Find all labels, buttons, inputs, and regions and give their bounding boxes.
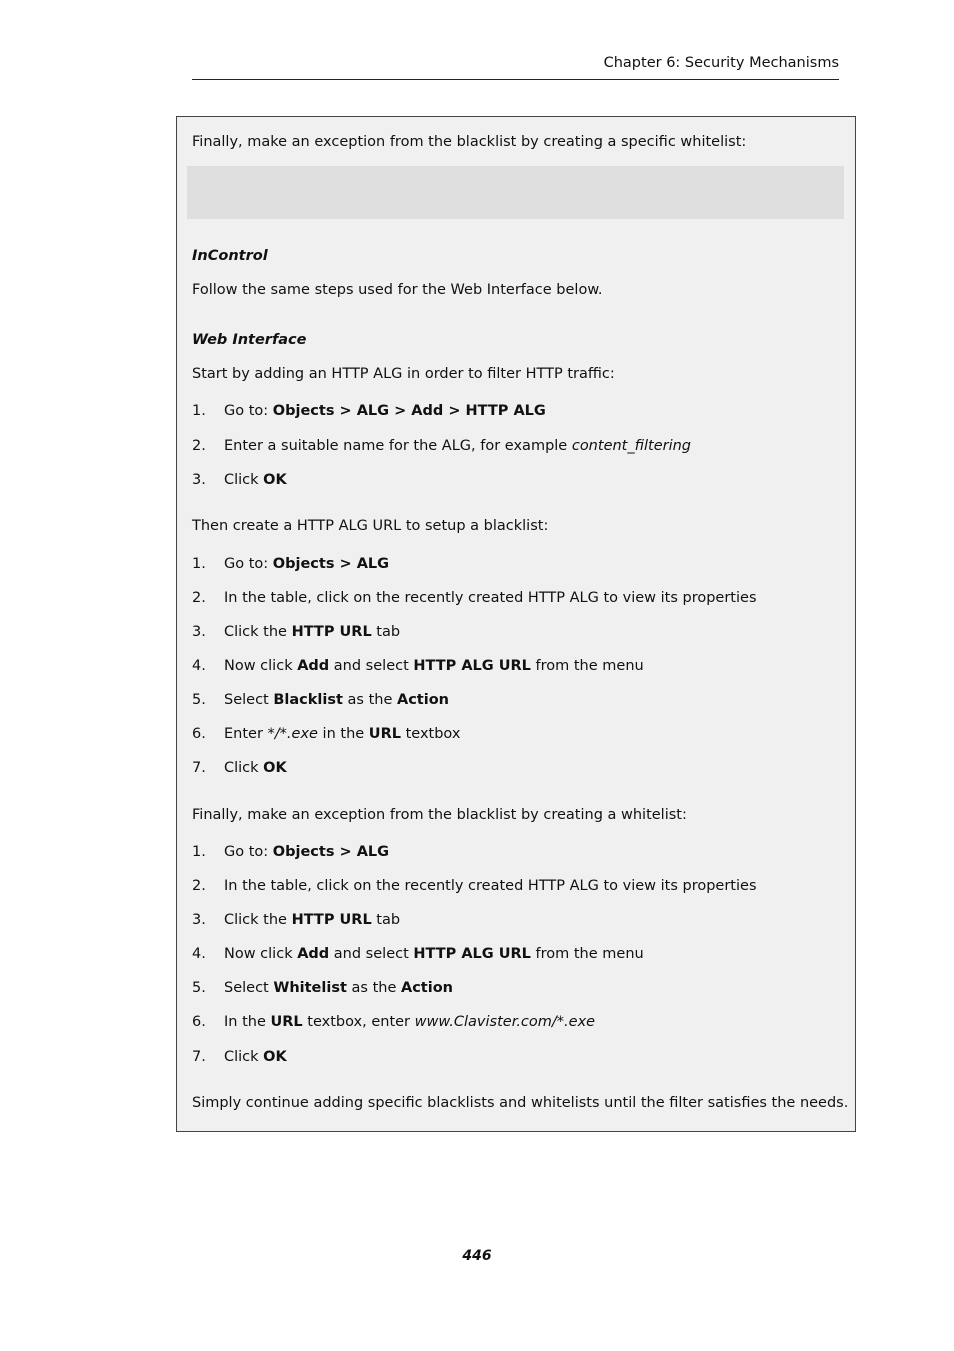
step-text-fragment: Objects > ALG xyxy=(272,556,390,572)
step-number: 1. xyxy=(192,844,206,860)
step-text-fragment: tab xyxy=(371,912,401,928)
step-text-fragment: Click xyxy=(224,760,264,776)
step-text xyxy=(224,437,691,455)
step-number: 3. xyxy=(192,624,206,640)
step-text-fragment: Click the xyxy=(224,912,292,928)
step-text-fragment: HTTP ALG URL xyxy=(413,658,531,674)
step-text xyxy=(224,843,389,861)
chapter-title: Chapter 6: Security Mechanisms xyxy=(603,55,839,71)
running-header xyxy=(192,55,839,80)
step-number: 3. xyxy=(192,472,206,488)
step-text-fragment: from the menu xyxy=(530,658,644,674)
step-text-fragment: URL xyxy=(270,1014,303,1030)
outro-text: Simply continue adding specific blacklists and whitelists until the filter satisfies the needs. xyxy=(192,1095,849,1111)
step-text-fragment: */*.exe xyxy=(267,726,318,742)
step-number: 5. xyxy=(192,692,206,708)
step-text-fragment: Blacklist xyxy=(273,692,343,708)
step-text xyxy=(224,691,449,709)
step-text-fragment: content_filtering xyxy=(571,438,691,454)
step-number: 7. xyxy=(192,760,206,776)
step-text-fragment: Click xyxy=(224,472,264,488)
step-text xyxy=(224,979,453,997)
step-text-fragment: Go to: xyxy=(224,403,273,419)
step-number: 2. xyxy=(192,878,206,894)
step-number: 6. xyxy=(192,726,206,742)
step-text xyxy=(224,945,644,963)
step-text-fragment: in the xyxy=(317,726,369,742)
step-number: 5. xyxy=(192,980,206,996)
step-text xyxy=(224,759,287,777)
step-text-fragment: Select xyxy=(224,980,274,996)
step-number: 2. xyxy=(192,438,206,454)
step-text-fragment: OK xyxy=(263,472,287,488)
step-number: 4. xyxy=(192,946,206,962)
step-text xyxy=(224,471,287,489)
step-text xyxy=(224,877,757,895)
step-number: 6. xyxy=(192,1014,206,1030)
step-number: 4. xyxy=(192,658,206,674)
step-text xyxy=(224,555,389,573)
step-text-fragment: as the xyxy=(346,980,401,996)
step-text-fragment: Enter a suitable name for the ALG, for example xyxy=(224,438,572,454)
step-text-fragment: HTTP ALG URL xyxy=(413,946,531,962)
step-text-fragment: www.Clavister.com/*.exe xyxy=(414,1014,596,1030)
step-text-fragment: Click the xyxy=(224,624,292,640)
step-text-fragment: Go to: xyxy=(224,556,273,572)
step-text-fragment: Objects > ALG > Add > HTTP ALG xyxy=(272,403,546,419)
cli-code-block xyxy=(187,166,844,219)
step-text-fragment: tab xyxy=(371,624,401,640)
step-text-fragment: Now click xyxy=(224,946,298,962)
web-intro-alg: Start by adding an HTTP ALG in order to filter HTTP traffic: xyxy=(192,366,615,382)
step-text-fragment: and select xyxy=(329,946,414,962)
step-text xyxy=(224,1048,287,1066)
step-number: 1. xyxy=(192,403,206,419)
step-text-fragment: OK xyxy=(263,1049,287,1065)
incontrol-heading: InControl xyxy=(192,248,268,264)
web-interface-heading: Web Interface xyxy=(192,332,307,348)
step-text-fragment: Select xyxy=(224,692,274,708)
step-text xyxy=(224,725,460,743)
step-text xyxy=(224,402,546,420)
step-text-fragment: URL xyxy=(368,726,401,742)
step-text-fragment: In the table, click on the recently created HTTP ALG to view its properties xyxy=(224,590,757,606)
step-text xyxy=(224,657,644,675)
step-text-fragment: Objects > ALG xyxy=(272,844,390,860)
step-text-fragment: HTTP URL xyxy=(291,912,372,928)
step-number: 2. xyxy=(192,590,206,606)
step-number: 7. xyxy=(192,1049,206,1065)
step-text-fragment: textbox, enter xyxy=(302,1014,415,1030)
step-text-fragment: Enter xyxy=(224,726,268,742)
step-text xyxy=(224,1013,595,1031)
step-text-fragment: Go to: xyxy=(224,844,273,860)
step-text-fragment: In the table, click on the recently created HTTP ALG to view its properties xyxy=(224,878,757,894)
step-text-fragment: as the xyxy=(342,692,397,708)
page-number: 446 xyxy=(462,1248,492,1264)
step-text-fragment: textbox xyxy=(400,726,461,742)
step-text-fragment: Whitelist xyxy=(273,980,347,996)
step-text-fragment: Add xyxy=(297,946,330,962)
step-text-fragment: and select xyxy=(329,658,414,674)
step-number: 1. xyxy=(192,556,206,572)
step-text-fragment: Click xyxy=(224,1049,264,1065)
step-text-fragment: Add xyxy=(297,658,330,674)
step-text-fragment: OK xyxy=(263,760,287,776)
incontrol-text: Follow the same steps used for the Web Interface below. xyxy=(192,282,603,298)
step-text-fragment: from the menu xyxy=(530,946,644,962)
web-intro-whitelist: Finally, make an exception from the blacklist by creating a whitelist: xyxy=(192,807,687,823)
step-text-fragment: Action xyxy=(400,980,453,996)
intro-text: Finally, make an exception from the blacklist by creating a specific whitelist: xyxy=(192,134,747,150)
step-text-fragment: Action xyxy=(396,692,449,708)
step-number: 3. xyxy=(192,912,206,928)
web-intro-blacklist: Then create a HTTP ALG URL to setup a blacklist: xyxy=(192,518,549,534)
example-box xyxy=(176,116,856,1132)
step-text-fragment: In the xyxy=(224,1014,271,1030)
step-text xyxy=(224,911,400,929)
step-text xyxy=(224,589,757,607)
step-text-fragment: HTTP URL xyxy=(291,624,372,640)
step-text-fragment: Now click xyxy=(224,658,298,674)
step-text xyxy=(224,623,400,641)
